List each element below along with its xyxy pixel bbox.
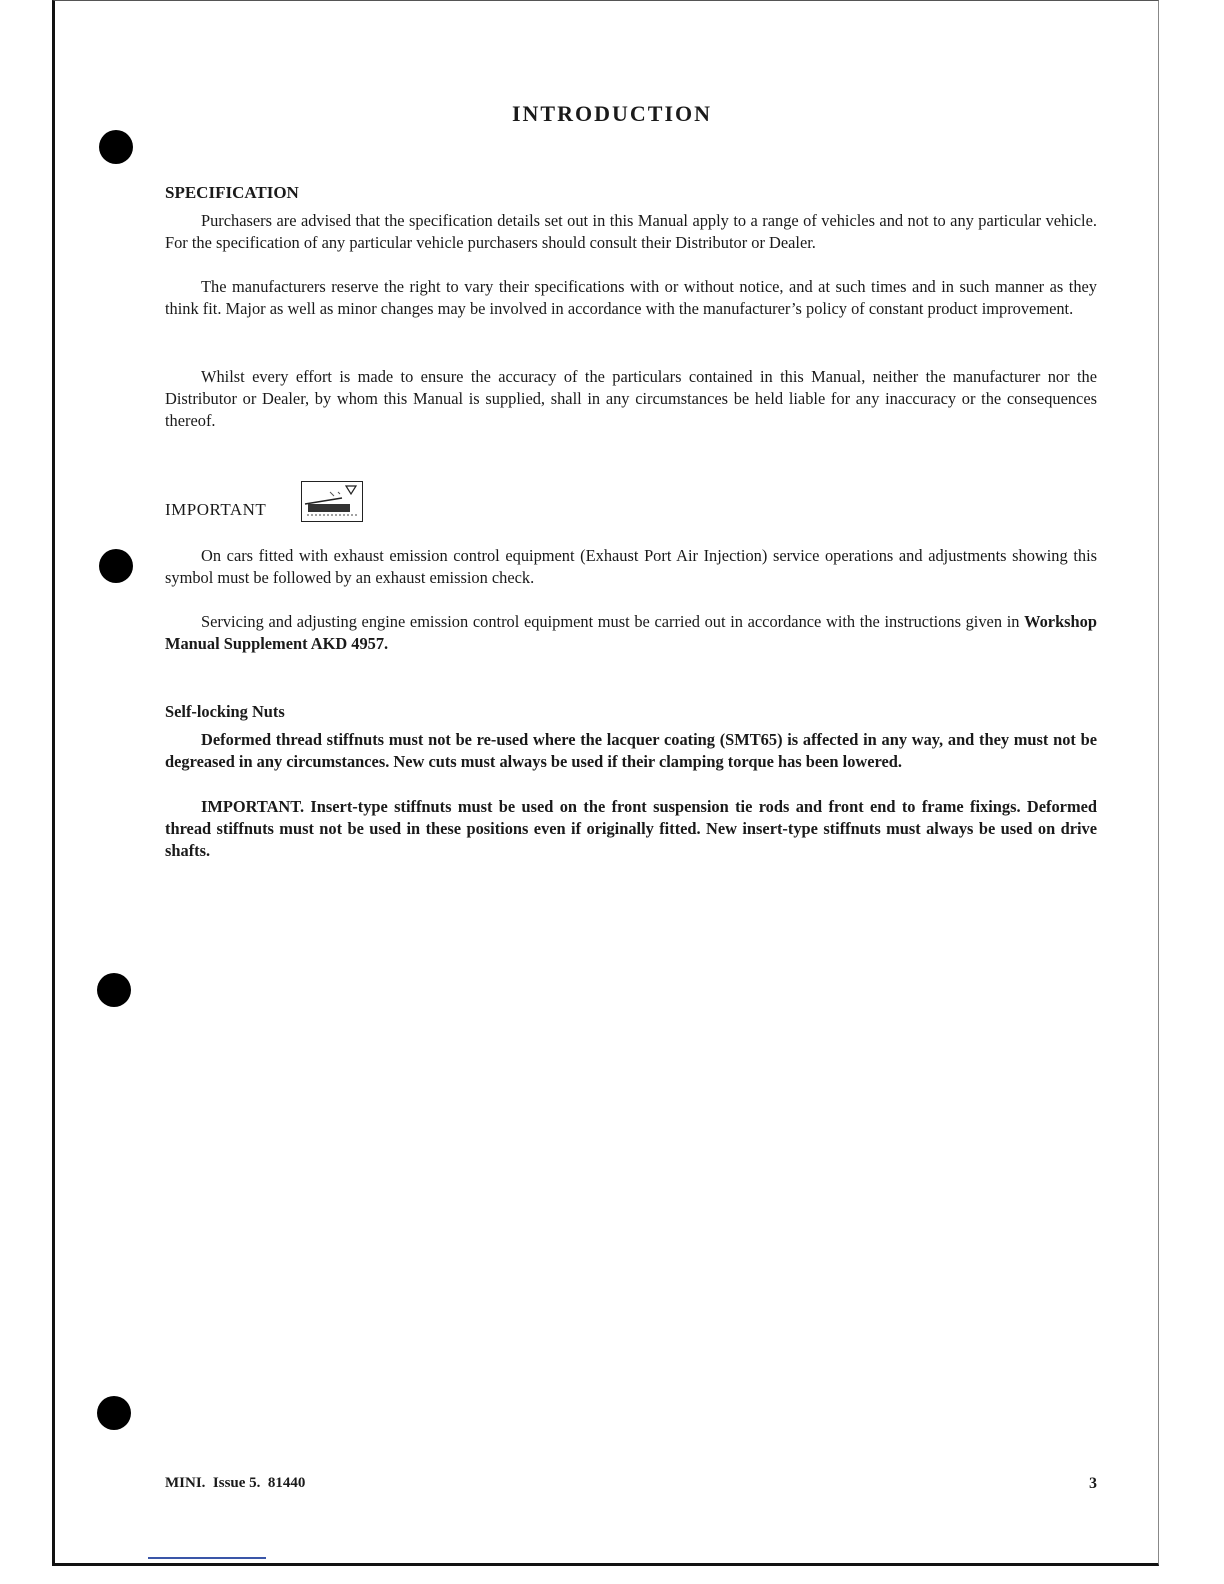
important-paragraph-2: Servicing and adjusting engine emission control equipment must be carried out in accordance with the instructions given in Workshop Manual Supplement AKD 4957. <box>165 612 1097 653</box>
supplement-reference: Workshop Manual Supplement AKD 4957. <box>165 612 1097 653</box>
specification-paragraph-2: The manufacturers reserve the right to vary their specifications with or without notice, and at such times and in such manner as they think fit. Major as well as minor changes may be involved in accordance with the manufacturer’s policy of constant product improvement. <box>165 277 1097 318</box>
page-number: 3 <box>1089 1475 1097 1492</box>
self-locking-paragraph-1: Deformed thread stiffnuts must not be re-used where the lacquer coating (SMT65) is affected in any way, and they must not be degreased in any circumstances. New cuts must always be used if their clamping torque has been lowered. <box>165 730 1097 771</box>
punch-hole-icon <box>97 1396 131 1430</box>
scan-edge-line <box>148 1557 266 1559</box>
important-paragraph-1: On cars fitted with exhaust emission control equipment (Exhaust Port Air Injection) service operations and adjustments showing this symbol must be followed by an exhaust emission check. <box>165 546 1097 587</box>
footer-issue: MINI. Issue 5. 81440 <box>165 1475 306 1491</box>
self-locking-paragraph-2: IMPORTANT. Insert-type stiffnuts must be used on the front suspension tie rods and front end to frame fixings. Deformed thread stiffnuts must not be used in these positions even if originally fitted. New insert-type stiffnuts must always be used on drive shafts. <box>165 797 1097 860</box>
punch-hole-icon <box>99 549 133 583</box>
page-title: INTRODUCTION <box>511 101 713 126</box>
specification-paragraph-1: Purchasers are advised that the specification details set out in this Manual apply to a range of vehicles and not to any particular vehicle. For the specification of any particular vehicle purchasers should consult their Distributor or Dealer. <box>165 211 1097 252</box>
punch-hole-icon <box>97 973 131 1007</box>
important-heading: IMPORTANT <box>165 500 267 519</box>
exhaust-emission-symbol-icon <box>301 481 363 522</box>
self-locking-heading: Self-locking Nuts <box>165 702 285 721</box>
punch-hole-icon <box>99 130 133 164</box>
specification-heading: SPECIFICATION <box>165 183 299 202</box>
specification-paragraph-3: Whilst every effort is made to ensure the accuracy of the particulars contained in this Manual, neither the manufacturer nor the Distributor or Dealer, by whom this Manual is supplied, shall in any circumstances be held liable for any inaccuracy or the consequences thereof. <box>165 367 1097 430</box>
